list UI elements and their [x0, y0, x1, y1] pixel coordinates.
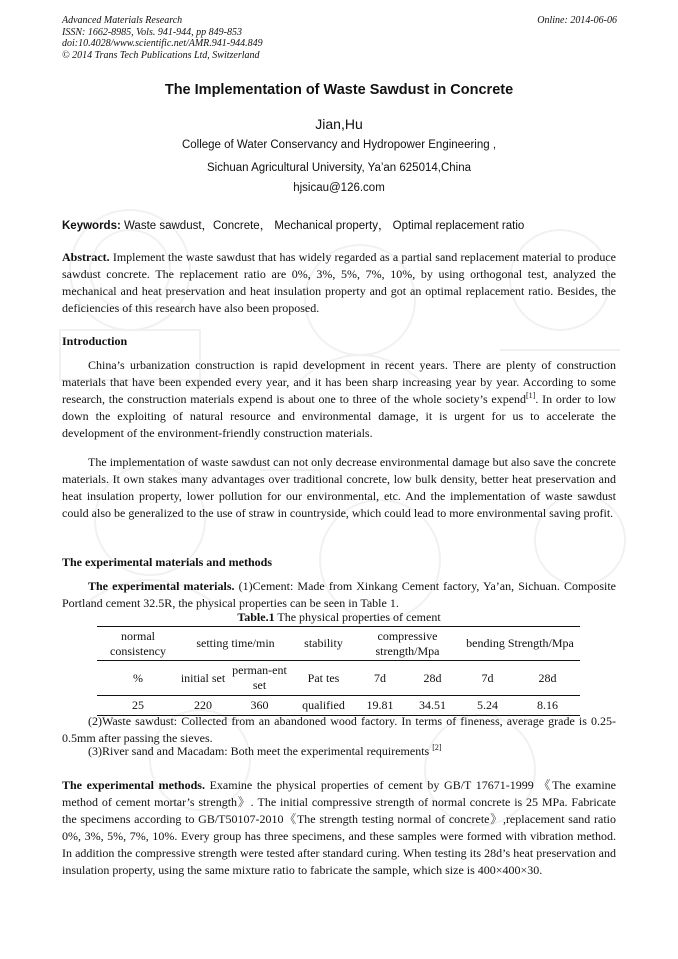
table-cell: 25 — [97, 696, 179, 716]
table-header-cell: compressive strength/Mpa — [355, 627, 460, 661]
materials-text: (1)Cement: Made from Xinkang Cement factory, Ya’an, Sichuan. Composite Portland cement 32.5R, the physical properties can be seen in Table 1. — [62, 579, 616, 610]
keywords-label: Keywords: — [62, 220, 121, 232]
table-cell: 8.16 — [515, 696, 580, 716]
table-cell: 220 — [179, 696, 227, 716]
abstract-label: Abstract. — [62, 250, 110, 264]
table-cell: % — [97, 661, 179, 696]
table-cell: 28d — [405, 661, 460, 696]
abstract-text: Implement the waste sawdust that has widely regarded as a partial sand replacement material to produce sawdust concrete. The replacement ratio are 0%, 3%, 5%, 7%, 10%, by using orthogonal test, analyzed the mechanical and heat preservation and heat insulation property and got an optimal replacement ratio. Besides, the deficiencies of this research have also been proposed. — [62, 250, 616, 315]
table-unit-row — [97, 661, 580, 696]
experimental-methods-paragraph — [62, 777, 616, 879]
table-cell: 7d — [355, 661, 405, 696]
exp-methods-label: The experimental methods. — [62, 778, 205, 792]
keywords — [62, 217, 617, 233]
methods-heading: The experimental materials and methods — [62, 555, 272, 569]
introduction-heading: Introduction — [62, 334, 128, 348]
table-header-row — [97, 627, 580, 661]
author-name: Jian,Hu — [315, 116, 363, 132]
table-cell: 34.51 — [405, 696, 460, 716]
sand-text: (3)River sand and Macadam: Both meet the experimental requirements — [88, 744, 433, 758]
introduction-paragraph-2: The implementation of waste sawdust can not only decrease environmental damage but also save the concrete materials. It own stakes many advantages over traditional concrete, low bulk density, better heat preservation and heat insulation property, lower pollution for our environmental, etc. And the implementation of waste sawdust could also be generalized to the use of straw in countryside, which could lead to more environmental saving profit. — [62, 455, 616, 520]
journal-header — [62, 15, 617, 61]
table-cell: 360 — [227, 696, 292, 716]
table-cell: qualified — [292, 696, 355, 716]
table-caption-text: The physical properties of cement — [274, 610, 441, 624]
journal-name: Advanced Materials Research — [62, 15, 183, 26]
table-cell: perman-ent set — [227, 661, 292, 696]
copyright-line: © 2014 Trans Tech Publications Ltd, Switzerland — [62, 49, 260, 61]
abstract — [62, 249, 616, 317]
table-label: Table.1 — [237, 610, 275, 624]
citation-2: [2] — [432, 743, 442, 752]
intro-p1-text-b: . In order to low down the exploiting of natural resource and environmental damage, it is urgent for us to accelerate the development of the environment-friendly construction materials. — [62, 392, 616, 440]
paper-title: The Implementation of Waste Sawdust in Concrete — [164, 82, 514, 98]
issn-line: ISSN: 1662-8985, Vols. 941-944, pp 849-853 — [62, 26, 242, 38]
affiliation-line-1: College of Water Conservancy and Hydropower Engineering , — [181, 139, 497, 151]
table-header-cell: bending Strength/Mpa — [460, 627, 580, 661]
table-caption — [62, 610, 616, 625]
author-email: hjsicau@126.com — [293, 182, 385, 194]
citation-1: [1] — [526, 391, 536, 400]
intro-p1-text-a: China’s urbanization construction is rapid development in recent years. There are plenty of construction materials that have been expended every year, and it has been sharp increasing year by year. According to some research, the construction materials expend is about one to three of the whole society’s expend — [62, 358, 616, 406]
table-cell: 7d — [460, 661, 515, 696]
keywords-text: Waste sawdust，Concrete， Mechanical property， Optimal replacement ratio — [120, 220, 525, 232]
materials-label: The experimental materials. — [88, 579, 235, 593]
table-header-cell: normal consistency — [97, 627, 179, 661]
table-cell: 19.81 — [355, 696, 405, 716]
table-cell: Pat tes — [292, 661, 355, 696]
online-date: Online: 2014-06-06 — [537, 15, 617, 26]
introduction-paragraph-1 — [62, 357, 616, 442]
table-cell: initial set — [179, 661, 227, 696]
doi-line: doi:10.4028/www.scientific.net/AMR.941-944.849 — [62, 38, 263, 49]
sawdust-paragraph: (2)Waste sawdust: Collected from an abandoned wood factory. In terms of fineness, average grade is 0.25-0.5mm after passing the sieves. — [62, 714, 616, 745]
cement-properties-table — [97, 626, 580, 716]
table-header-cell: setting time/min — [179, 627, 292, 661]
materials-paragraph — [62, 578, 616, 612]
sand-paragraph — [62, 743, 616, 760]
table-header-cell: stability — [292, 627, 355, 661]
table-cell: 5.24 — [460, 696, 515, 716]
table-cell: 28d — [515, 661, 580, 696]
affiliation-line-2: Sichuan Agricultural University, Ya’an 625014,China — [206, 162, 472, 174]
exp-methods-text: Examine the physical properties of cement by GB/T 17671-1999 《The examine method of cement mortar’s strength》. The initial compressive strength of normal concrete is 25 MPa. Fabricate the specimens according to GB/T50107-2010《The strength testing normal of concrete》,replacement sand ratio 0%, 3%, 5%, 7%, 10%. Every group has three specimens, and these samples were formed with vibration method. In addition the compressive strength were tested after standard curing. When testing its 28d’s heat preservation and insulation property, using the same mixture ratio to fabricate the sample, which size is 400×400×30. — [62, 778, 617, 877]
